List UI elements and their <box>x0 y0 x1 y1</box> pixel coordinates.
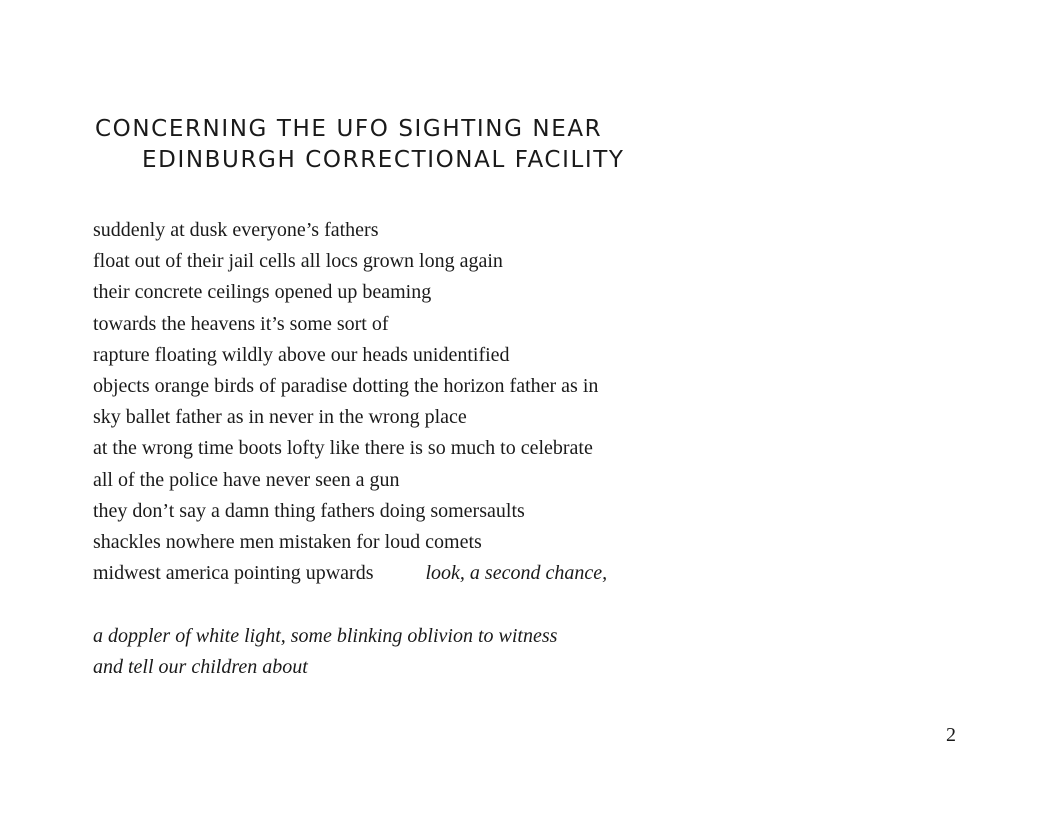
poem-line-roman-part: midwest america pointing upwards <box>93 562 374 585</box>
poem-line-italic-part: look, a second chance, <box>425 562 608 585</box>
stanza-break <box>93 589 607 620</box>
poem-line: float out of their jail cells all locs grown long again <box>93 250 503 273</box>
poem-line: their concrete ceilings opened up beaming <box>93 281 432 304</box>
poem-title <box>95 114 625 176</box>
poem-line: shackles nowhere men mistaken for loud comets <box>93 531 482 554</box>
poem-line: rapture floating wildly above our heads unidentified <box>93 343 510 366</box>
poem-line: at the wrong time boots lofty like there is so much to celebrate <box>93 437 593 460</box>
poem-line-italic: a doppler of white light, some blinking oblivion to witness <box>93 624 558 647</box>
poem-line: all of the police have never seen a gun <box>93 468 400 491</box>
poem-title-line-2: EDINBURGH CORRECTIONAL FACILITY <box>142 147 625 173</box>
poem-title-line-1: CONCERNING THE UFO SIGHTING NEAR <box>95 116 603 142</box>
poem-line: towards the heavens it’s some sort of <box>93 312 389 335</box>
poem-line: sky ballet father as in never in the wrong place <box>93 406 467 429</box>
poem-line-italic: and tell our children about <box>93 655 308 678</box>
page-number: 2 <box>946 724 956 746</box>
poem-body <box>93 215 607 683</box>
poem-line: objects orange birds of paradise dotting the horizon father as in <box>93 375 599 398</box>
poem-line: suddenly at dusk everyone’s fathers <box>93 219 379 241</box>
poem-line: they don’t say a damn thing fathers doing somersaults <box>93 499 525 522</box>
poem-line-final <box>93 558 607 589</box>
